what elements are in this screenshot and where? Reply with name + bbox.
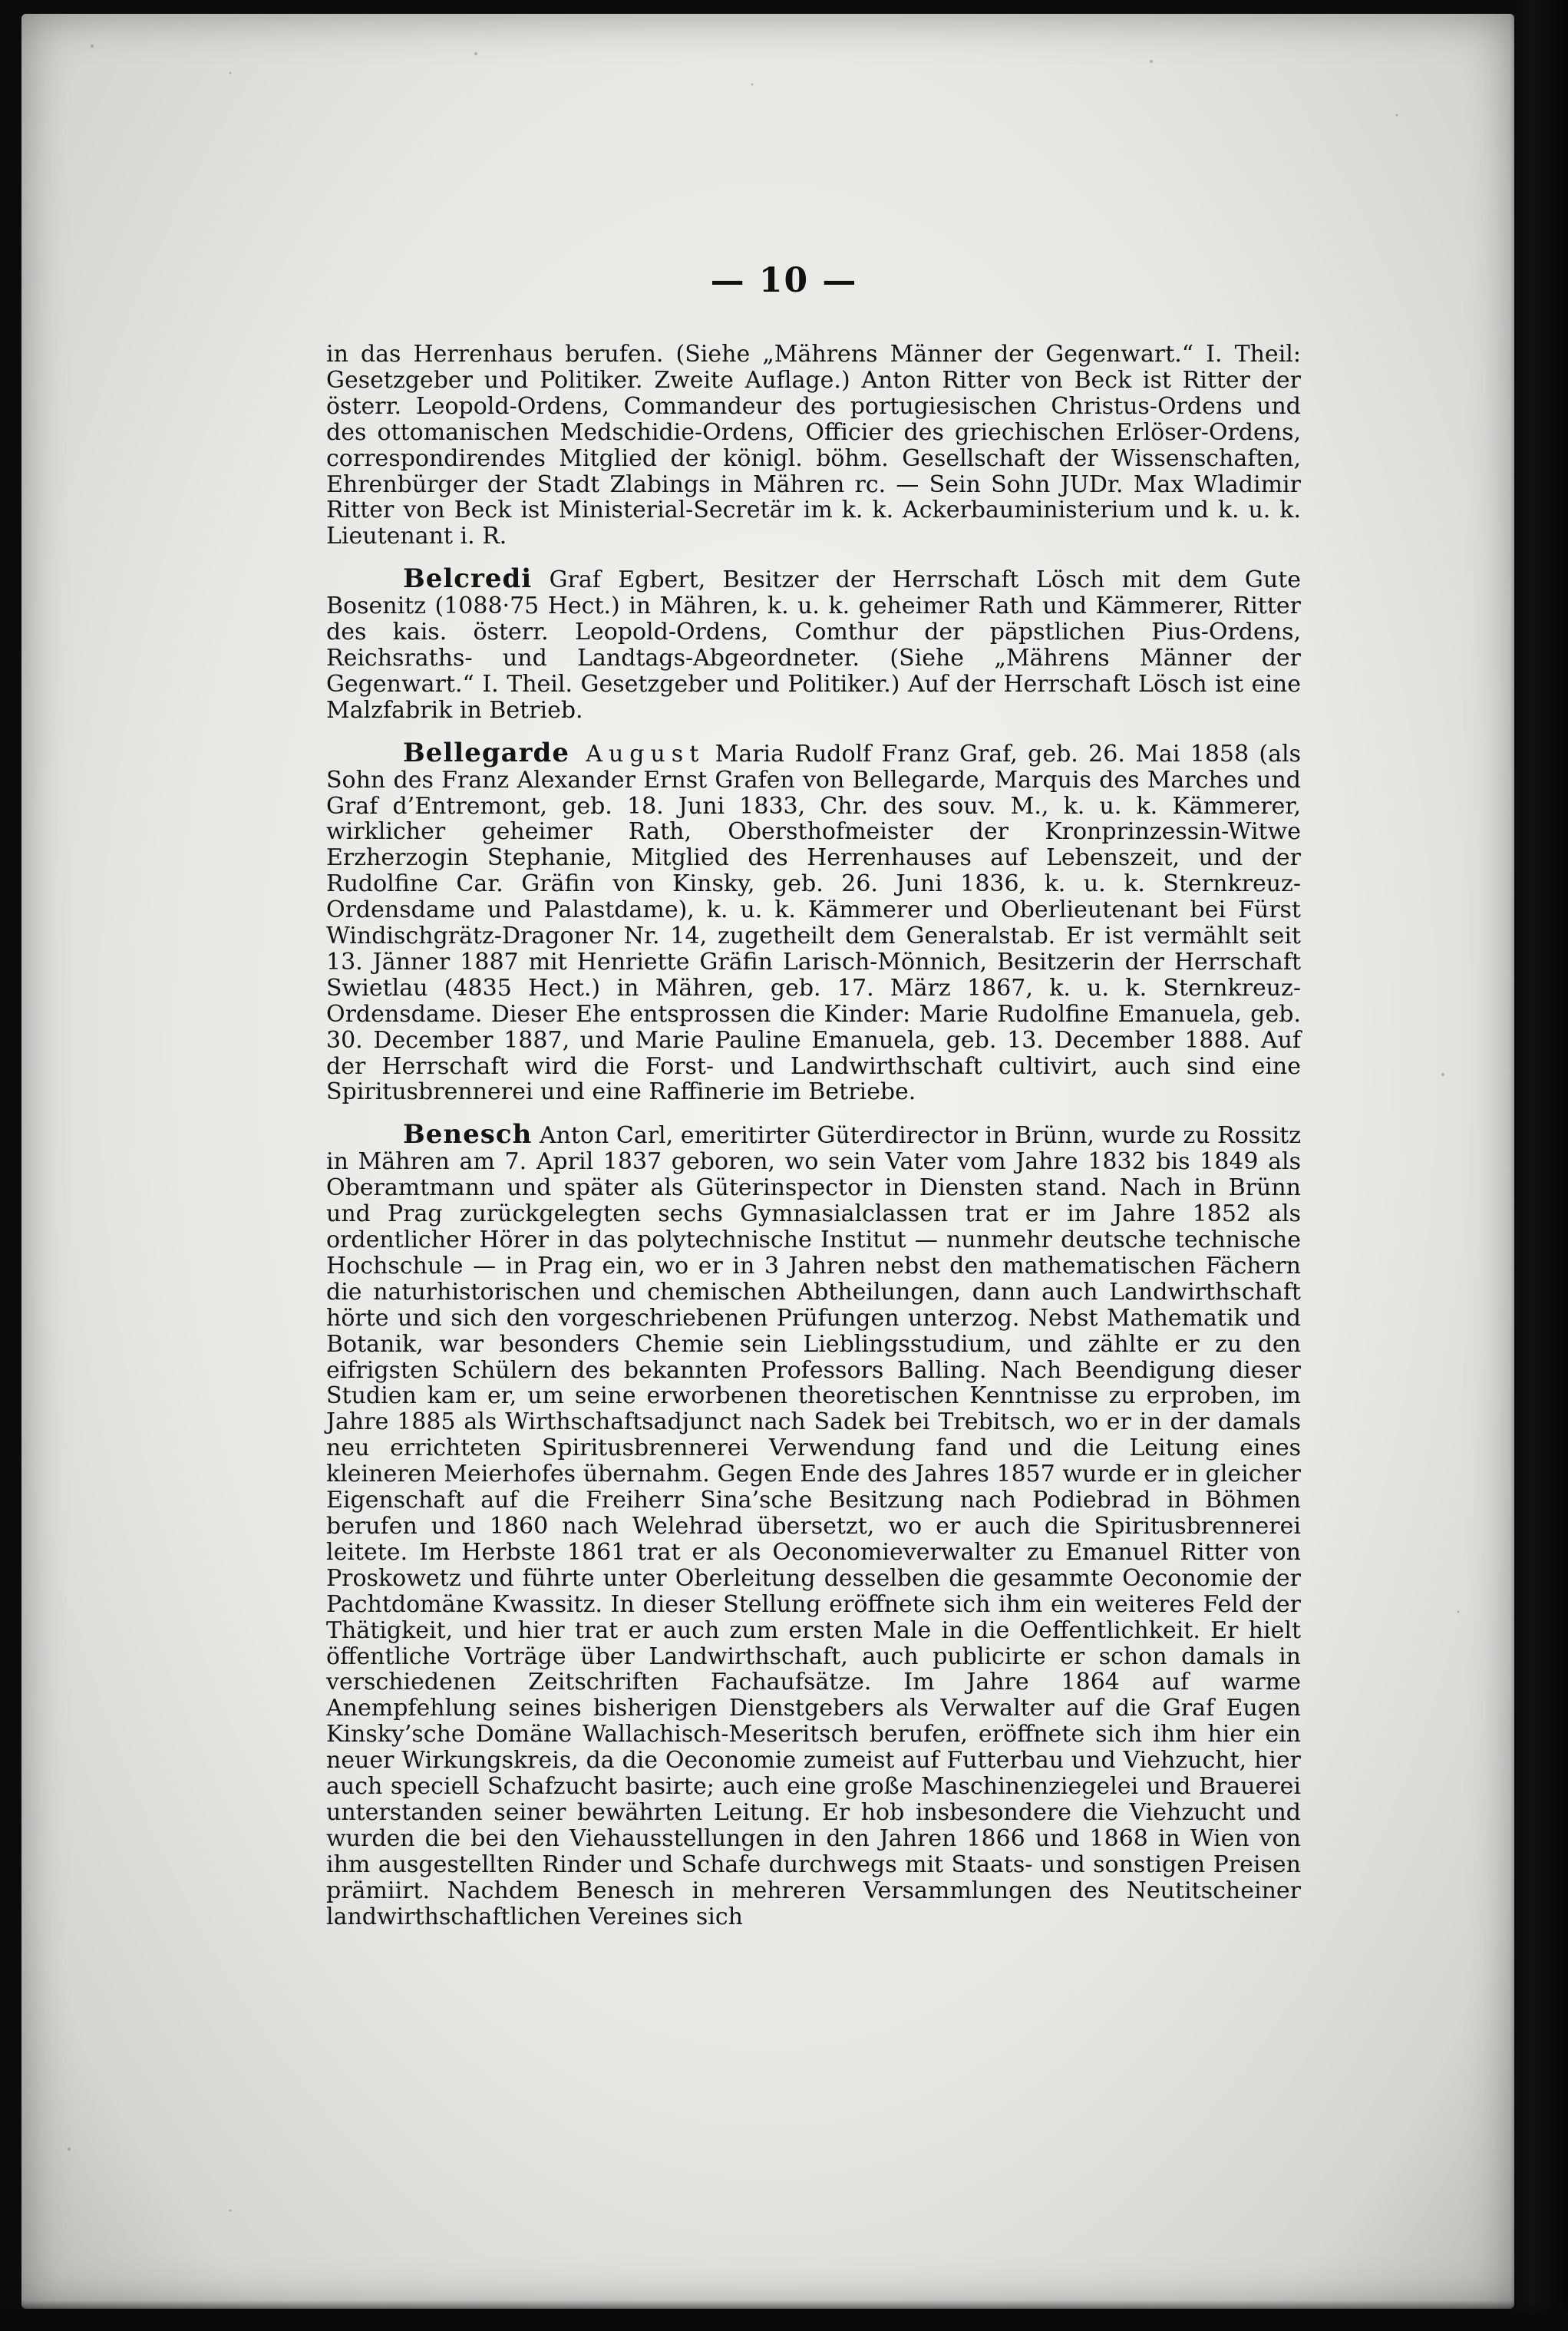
- entry-headword: Bellegarde: [403, 737, 569, 768]
- entry-headword: Belcredi: [403, 563, 533, 595]
- bottom-edge-shadow: [0, 2300, 1568, 2331]
- entry-text: Graf Egbert, Besitzer der Herrschaft Lösch mit dem Gute Bosenitz (1088·75 Hect.) in Mähren, k. u. k. geheimer Rath und Kämmerer, Ritter des kais. österr. Leopold-Ordens, Comthur der päpstlichen Pius-Ordens, Reichsraths- und Landtags-Abgeordneter. (Siehe „Mährens Männer der Gegenwart.“ I. Theil. Gesetzgeber und Politiker.) Auf der Herrschaft Lösch ist eine Malzfabrik in Betrieb.: [326, 566, 1301, 724]
- entry-belcredi: [326, 563, 1301, 724]
- paragraph-continuation-beck: [326, 342, 1301, 550]
- paragraph-text: in das Herrenhaus berufen. (Siehe „Mährens Männer der Gegenwart.“ I. Theil: Gesetzgeber und Politiker. Zweite Auflage.) Anton Ritter von Beck ist Ritter der österr. Leopold-Ordens, Commandeur des portugiesischen Christus-Ordens und des ottomanischen Medschidie-Ordens, Officier des griechischen Erlöser-Ordens, correspondirendes Mitglied der königl. böhm. Gesellschaft der Wissenschaften, Ehrenbürger der Stadt Zlabings in Mähren rc. — Sein Sohn JUDr. Max Wladimir Ritter von Beck ist Ministerial-Secretär im k. k. Ackerbauministerium und k. u. k. Lieutenant i. R.: [326, 341, 1301, 550]
- entry-headword: Benesch: [403, 1119, 533, 1151]
- page-number: — 10 —: [710, 261, 858, 300]
- binding-shadow: [1510, 0, 1568, 2331]
- entry-benesch: [326, 1119, 1301, 1930]
- entry-spaced-name: August: [569, 740, 705, 768]
- entry-bellegarde: [326, 737, 1301, 1106]
- main-text-column: [326, 342, 1301, 1930]
- entry-text: Maria Rudolf Franz Graf, geb. 26. Mai 1858 (als Sohn des Franz Alexander Ernst Grafen von Bellegarde, Marquis des Marches und Graf d’Entremont, geb. 18. Juni 1833, Chr. des souv. M., k. u. k. Kämmerer, wirklicher geheimer Rath, Obersthofmeister der Kronprinzessin-Witwe Erzherzogin Stephanie, Mitglied des Herrenhauses auf Lebenszeit, und der Rudolfine Car. Gräfin von Kinsky, geb. 26. Juni 1836, k. u. k. Sternkreuz-Ordensdame und Palastdame), k. u. k. Kämmerer und Oberlieutenant bei Fürst Windischgrätz-Dragoner Nr. 14, zugetheilt dem Generalstab. Er ist vermählt seit 13. Jänner 1887 mit Henriette Gräfin Larisch-Mönnich, Besitzerin der Herrschaft Swietlau (4835 Hect.) in Mähren, geb. 17. März 1867, k. u. k. Sternkreuz-Ordensdame. Dieser Ehe entsprossen die Kinder: Marie Rudolfine Emanuela, geb. 30. December 1887, und Marie Pauline Emanuela, geb. 13. December 1888. Auf der Herrschaft wird die Forst- und Landwirthschaft cultivirt, auch sind eine Spiritusbrennerei und eine Raffinerie im Betriebe.: [326, 740, 1301, 1106]
- entry-text: Anton Carl, emeritirter Güterdirector in Brünn, wurde zu Rossitz in Mähren am 7. April 1837 geboren, wo sein Vater vom Jahre 1832 bis 1849 als Oberamtmann und später als Güterinspector in Diensten stand. Nach in Brünn und Prag zurückgelegten sechs Gymnasialclassen trat er im Jahre 1852 als ordentlicher Hörer in das polytechnische Institut — nunmehr deutsche technische Hochschule — in Prag ein, wo er in 3 Jahren nebst den mathematischen Fächern die naturhistorischen und chemischen Abtheilungen, dann auch Landwirthschaft hörte und sich den vorgeschriebenen Prüfungen unterzog. Nebst Mathematik und Botanik, war besonders Chemie sein Lieblingsstudium, und zählte er zu den eifrigsten Schülern des bekannten Professors Balling. Nach Beendigung dieser Studien kam er, um seine erworbenen theoretischen Kenntnisse zu erproben, im Jahre 1885 als Wirthschaftsadjunct nach Sadek bei Trebitsch, wo er in der damals neu errichteten Spiritusbrennerei Verwendung fand und die Leitung eines kleineren Meierhofes übernahm. Gegen Ende des Jahres 1857 wurde er in gleicher Eigenschaft auf die Freiherr Sina’sche Besitzung nach Podiebrad in Böhmen berufen und 1860 nach Welehrad übersetzt, wo er auch die Spiritusbrennerei leitete. Im Herbste 1861 trat er als Oeconomieverwalter zu Emanuel Ritter von Proskowetz und führte unter Oberleitung desselben die gesammte Oeconomie der Pachtdomäne Kwassitz. In dieser Stellung eröffnete sich ihm ein weiteres Feld der Thätigkeit, und hier trat er auch zum ersten Male in die Oeffentlichkeit. Er hielt öffentliche Vorträge über Landwirthschaft, auch publicirte er schon damals in verschiedenen Zeitschriften Fachaufsätze. Im Jahre 1864 auf warme Anempfehlung seines bisherigen Dienstgebers als Verwalter auf die Graf Eugen Kinsky’sche Domäne Wallachisch-Meseritsch berufen, eröffnete sich ihm hier ein neuer Wirkungskreis, da die Oeconomie zumeist auf Futterbau und Viehzucht, hier auch speciell Schafzucht basirte; auch eine große Maschinenziegelei und Brauerei unterstanden seiner bewährten Leitung. Er hob insbesondere die Viehzucht und wurden die bei den Viehausstellungen in den Jahren 1866 und 1868 in Wien von ihm ausgestellten Rinder und Schafe durchwegs mit Staats- und sonstigen Preisen prämiirt. Nachdem Benesch in mehreren Versammlungen des Neutitscheiner landwirthschaftlichen Vereines sich: [326, 1122, 1301, 1930]
